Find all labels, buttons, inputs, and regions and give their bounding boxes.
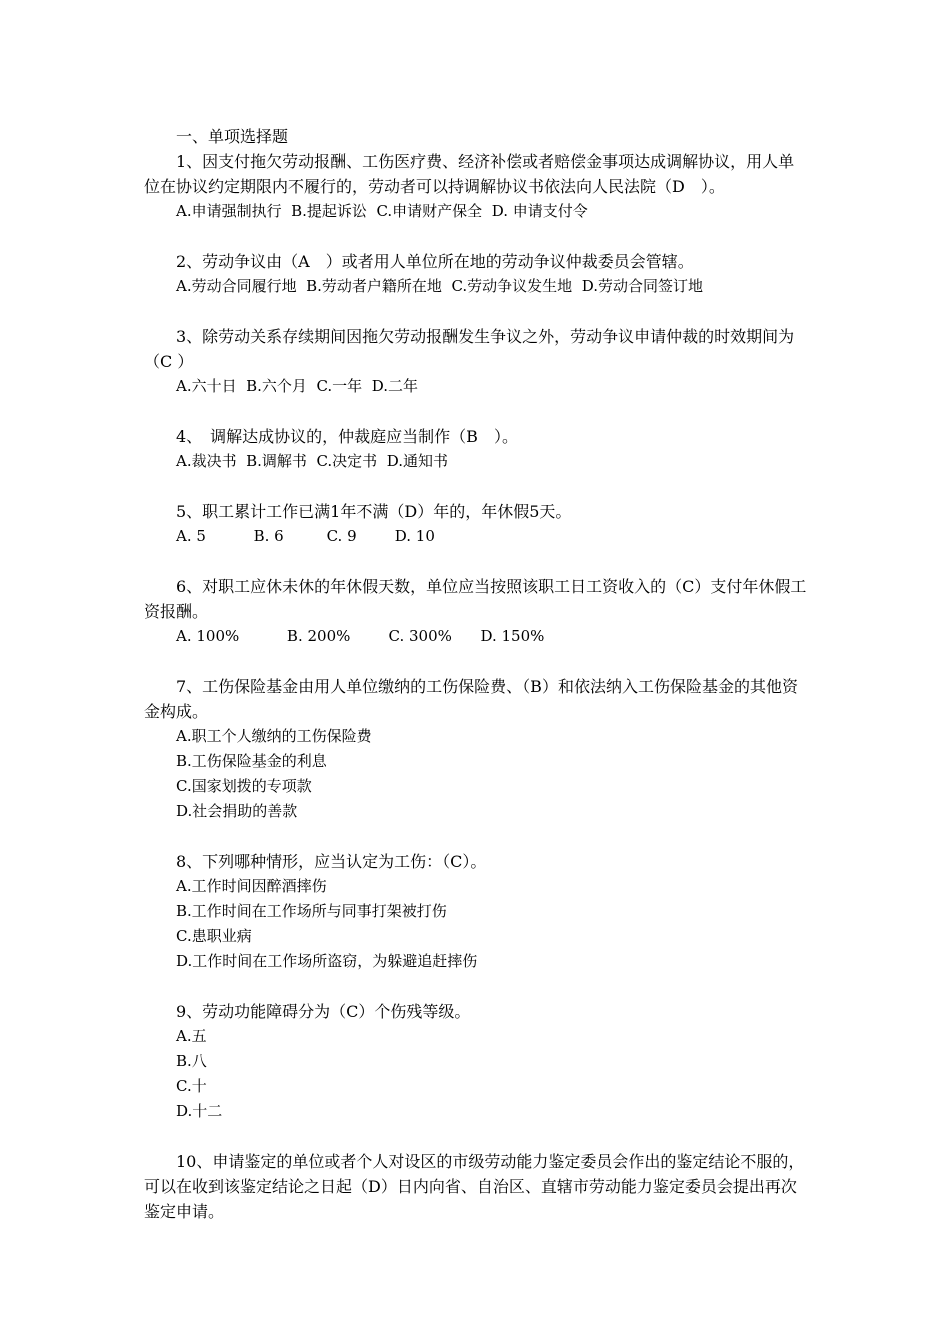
answer-option: C.国家划拨的专项款: [176, 777, 312, 795]
question-2: [144, 249, 808, 299]
question-4: [144, 424, 808, 474]
answer-option: C.患职业病: [176, 927, 252, 945]
question-stem: 10、申请鉴定的单位或者个人对设区的市级劳动能力鉴定委员会作出的鉴定结论不服的，可以在收到该鉴定结论之日起（D）日内向省、自治区、直辖市劳动能力鉴定委员会提出再次鉴定申请。: [144, 1152, 805, 1221]
question-8: [144, 849, 808, 974]
question-3: [144, 324, 808, 399]
spacer: [144, 399, 808, 424]
question-stem: 5、职工累计工作已满1年不满（D）年的，年休假5天。: [176, 502, 572, 521]
answer-option: B.八: [176, 1052, 207, 1070]
answer-option: A.劳动合同履行地 B.劳动者户籍所在地 C.劳动争议发生地 D.劳动合同签订地: [176, 277, 703, 295]
question-stem: 2、劳动争议由（A ）或者用人单位所在地的劳动争议仲裁委员会管辖。: [176, 252, 694, 271]
question-stem: 1、因支付拖欠劳动报酬、工伤医疗费、经济补偿或者赔偿金事项达成调解协议，用人单位在协议约定期限内不履行的，劳动者可以持调解协议书依法向人民法院（D ）。: [144, 152, 795, 196]
answer-option: A.职工个人缴纳的工伤保险费: [176, 727, 372, 745]
section-title: 一、单项选择题: [176, 127, 289, 146]
spacer: [144, 1124, 808, 1149]
spacer: [144, 974, 808, 999]
question-stem: 7、工伤保险基金由用人单位缴纳的工伤保险费、（B）和依法纳入工伤保险基金的其他资金构成。: [144, 677, 798, 721]
question-10: [144, 1149, 808, 1224]
answer-option: B.工伤保险基金的利息: [176, 752, 327, 770]
answer-option: A.六十日 B.六个月 C.一年 D.二年: [176, 377, 418, 395]
answer-option: D.十二: [176, 1102, 223, 1120]
answer-option: D.工作时间在工作场所盗窃，为躲避追赶摔伤: [176, 952, 478, 970]
question-stem: 9、劳动功能障碍分为（C）个伤残等级。: [176, 1002, 471, 1021]
question-stem: 3、除劳动关系存续期间因拖欠劳动报酬发生争议之外，劳动争议申请仲裁的时效期间为（C ）: [144, 327, 795, 371]
answer-option: A. 100% B. 200% C. 300% D. 150%: [176, 627, 545, 645]
answer-option: A.工作时间因醉酒摔伤: [176, 877, 327, 895]
question-stem: 4、 调解达成协议的，仲裁庭应当制作（B ）。: [176, 427, 518, 446]
spacer: [144, 299, 808, 324]
answer-option: C.十: [176, 1077, 207, 1095]
answer-option: D.社会捐助的善款: [176, 802, 298, 820]
answer-option: B.工作时间在工作场所与同事打架被打伤: [176, 902, 447, 920]
question-5: [144, 499, 808, 549]
spacer: [144, 474, 808, 499]
question-1: [144, 149, 808, 224]
spacer: [144, 649, 808, 674]
answer-option: A. 5 B. 6 C. 9 D. 10: [176, 527, 435, 545]
question-stem: 8、下列哪种情形，应当认定为工伤：（C）。: [176, 852, 487, 871]
answer-option: A.五: [176, 1027, 207, 1045]
question-list: [144, 149, 808, 1224]
question-9: [144, 999, 808, 1124]
question-7: [144, 674, 808, 824]
answer-option: A.裁决书 B.调解书 C.决定书 D.通知书: [176, 452, 448, 470]
spacer: [144, 824, 808, 849]
question-6: [144, 574, 808, 649]
spacer: [144, 224, 808, 249]
document-body: [144, 124, 808, 1224]
spacer: [144, 549, 808, 574]
question-stem: 6、对职工应休未休的年休假天数，单位应当按照该职工日工资收入的（C）支付年休假工资报酬。: [144, 577, 807, 621]
answer-option: A.申请强制执行 B.提起诉讼 C.申请财产保全 D. 申请支付令: [176, 202, 588, 220]
